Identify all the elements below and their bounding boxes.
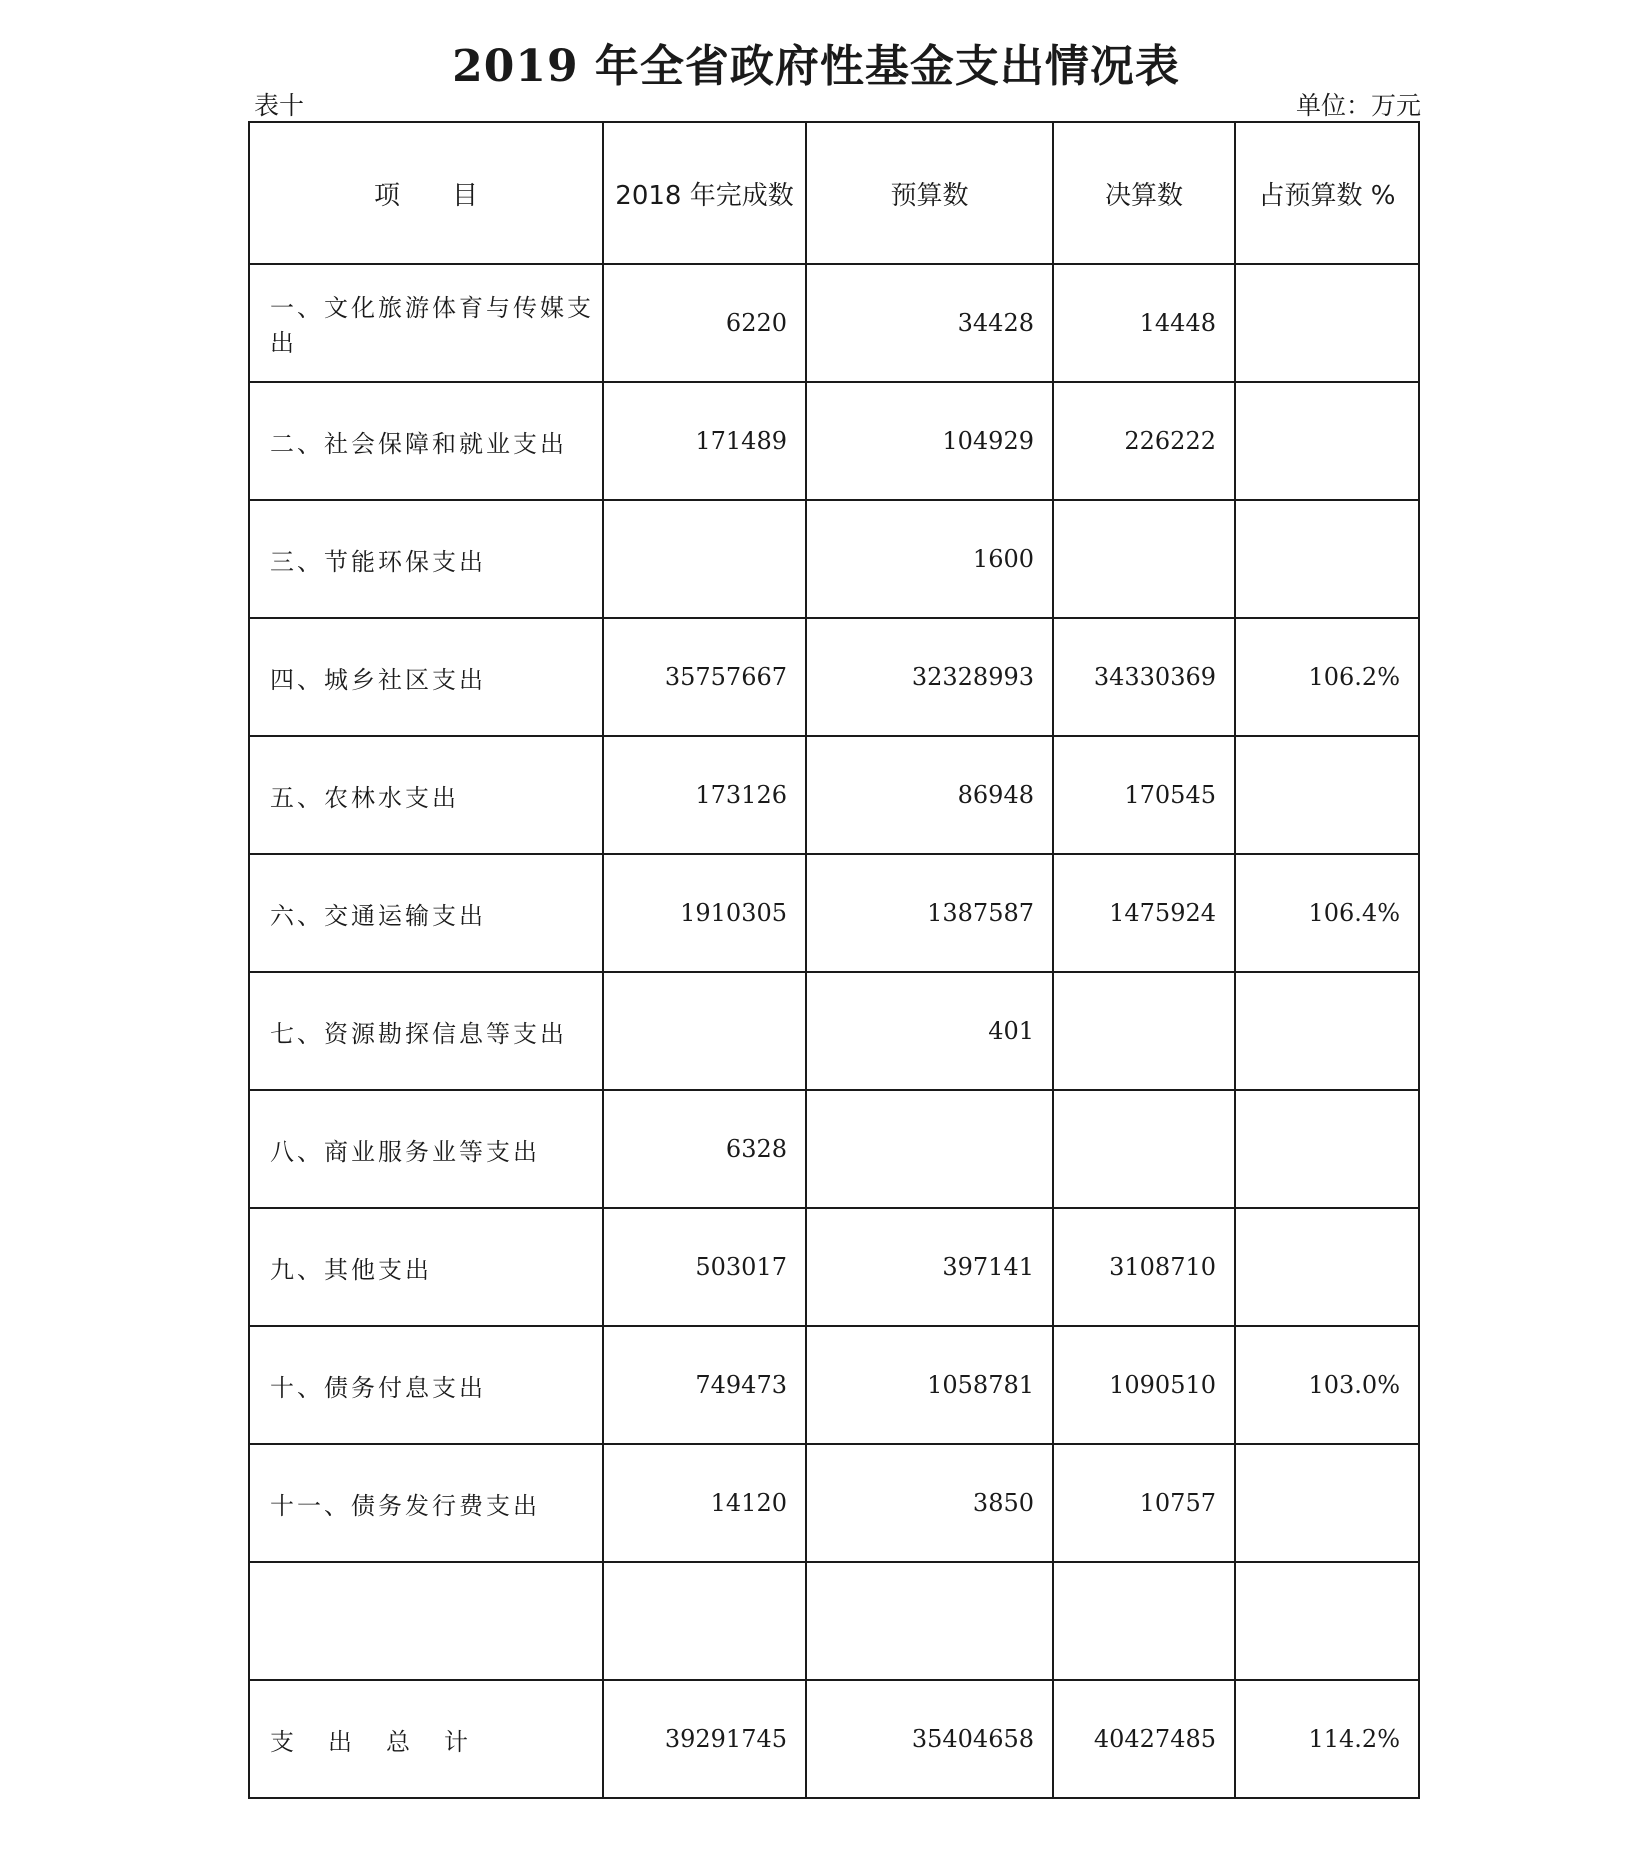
row-budget: 401 bbox=[806, 972, 1053, 1090]
total-row bbox=[249, 1680, 1419, 1798]
row-pct: 106.4% bbox=[1235, 854, 1419, 972]
row-budget: 86948 bbox=[806, 736, 1053, 854]
table-body bbox=[249, 264, 1419, 1798]
row-budget: 397141 bbox=[806, 1208, 1053, 1326]
row-prev: 6220 bbox=[603, 264, 806, 382]
table-row bbox=[249, 1326, 1419, 1444]
row-prev: 171489 bbox=[603, 382, 806, 500]
row-prev: 1910305 bbox=[603, 854, 806, 972]
total-final: 40427485 bbox=[1053, 1680, 1235, 1798]
header-row bbox=[249, 122, 1419, 264]
row-name: 二、社会保障和就业支出 bbox=[249, 382, 603, 500]
header-budget: 预算数 bbox=[806, 122, 1053, 264]
row-name bbox=[249, 1562, 603, 1680]
total-budget: 35404658 bbox=[806, 1680, 1053, 1798]
header-percent-of-budget: 占预算数 % bbox=[1235, 122, 1419, 264]
table-row bbox=[249, 264, 1419, 382]
row-prev: 173126 bbox=[603, 736, 806, 854]
row-pct bbox=[1235, 1444, 1419, 1562]
row-pct bbox=[1235, 264, 1419, 382]
row-name: 七、资源勘探信息等支出 bbox=[249, 972, 603, 1090]
row-budget: 34428 bbox=[806, 264, 1053, 382]
row-name: 一、文化旅游体育与传媒支出 bbox=[249, 264, 603, 382]
row-name: 十、债务付息支出 bbox=[249, 1326, 603, 1444]
total-label: 支出总计 bbox=[249, 1680, 603, 1798]
row-final: 1475924 bbox=[1053, 854, 1235, 972]
table-row bbox=[249, 736, 1419, 854]
page-title: 2019 年全省政府性基金支出情况表 bbox=[452, 41, 1180, 92]
row-name: 十一、债务发行费支出 bbox=[249, 1444, 603, 1562]
row-prev: 503017 bbox=[603, 1208, 806, 1326]
row-final: 14448 bbox=[1053, 264, 1235, 382]
row-final: 10757 bbox=[1053, 1444, 1235, 1562]
row-final bbox=[1053, 500, 1235, 618]
table-row-empty bbox=[249, 1562, 1419, 1680]
row-name: 六、交通运输支出 bbox=[249, 854, 603, 972]
row-final: 3108710 bbox=[1053, 1208, 1235, 1326]
row-name: 九、其他支出 bbox=[249, 1208, 603, 1326]
row-pct bbox=[1235, 972, 1419, 1090]
table-row bbox=[249, 1208, 1419, 1326]
table-row bbox=[249, 854, 1419, 972]
row-budget: 1600 bbox=[806, 500, 1053, 618]
total-pct: 114.2% bbox=[1235, 1680, 1419, 1798]
row-pct: 103.0% bbox=[1235, 1326, 1419, 1444]
row-name: 八、商业服务业等支出 bbox=[249, 1090, 603, 1208]
row-prev: 6328 bbox=[603, 1090, 806, 1208]
table-number: 表十 bbox=[254, 91, 305, 120]
row-pct bbox=[1235, 1562, 1419, 1680]
table-row bbox=[249, 1444, 1419, 1562]
table-row bbox=[249, 382, 1419, 500]
table-row bbox=[249, 618, 1419, 736]
expenditure-table bbox=[248, 121, 1420, 1799]
row-prev bbox=[603, 500, 806, 618]
row-budget: 32328993 bbox=[806, 618, 1053, 736]
row-final: 34330369 bbox=[1053, 618, 1235, 736]
header-final: 决算数 bbox=[1053, 122, 1235, 264]
row-final bbox=[1053, 1090, 1235, 1208]
total-prev: 39291745 bbox=[603, 1680, 806, 1798]
row-final: 1090510 bbox=[1053, 1326, 1235, 1444]
row-prev bbox=[603, 1562, 806, 1680]
table-row bbox=[249, 1090, 1419, 1208]
row-final: 170545 bbox=[1053, 736, 1235, 854]
unit-label: 单位：万元 bbox=[1296, 91, 1422, 120]
row-prev bbox=[603, 972, 806, 1090]
row-budget: 1387587 bbox=[806, 854, 1053, 972]
row-budget: 104929 bbox=[806, 382, 1053, 500]
header-2018-actual: 2018 年完成数 bbox=[603, 122, 806, 264]
row-final: 226222 bbox=[1053, 382, 1235, 500]
row-pct bbox=[1235, 1090, 1419, 1208]
row-prev: 749473 bbox=[603, 1326, 806, 1444]
row-prev: 35757667 bbox=[603, 618, 806, 736]
row-final bbox=[1053, 972, 1235, 1090]
row-budget bbox=[806, 1090, 1053, 1208]
row-name: 五、农林水支出 bbox=[249, 736, 603, 854]
row-prev: 14120 bbox=[603, 1444, 806, 1562]
table-row bbox=[249, 500, 1419, 618]
row-pct bbox=[1235, 382, 1419, 500]
row-name: 四、城乡社区支出 bbox=[249, 618, 603, 736]
row-name: 三、节能环保支出 bbox=[249, 500, 603, 618]
header-item: 项 目 bbox=[249, 122, 603, 264]
row-budget: 3850 bbox=[806, 1444, 1053, 1562]
row-pct bbox=[1235, 500, 1419, 618]
row-pct bbox=[1235, 736, 1419, 854]
row-budget bbox=[806, 1562, 1053, 1680]
table-row bbox=[249, 972, 1419, 1090]
row-budget: 1058781 bbox=[806, 1326, 1053, 1444]
row-final bbox=[1053, 1562, 1235, 1680]
row-pct: 106.2% bbox=[1235, 618, 1419, 736]
row-pct bbox=[1235, 1208, 1419, 1326]
